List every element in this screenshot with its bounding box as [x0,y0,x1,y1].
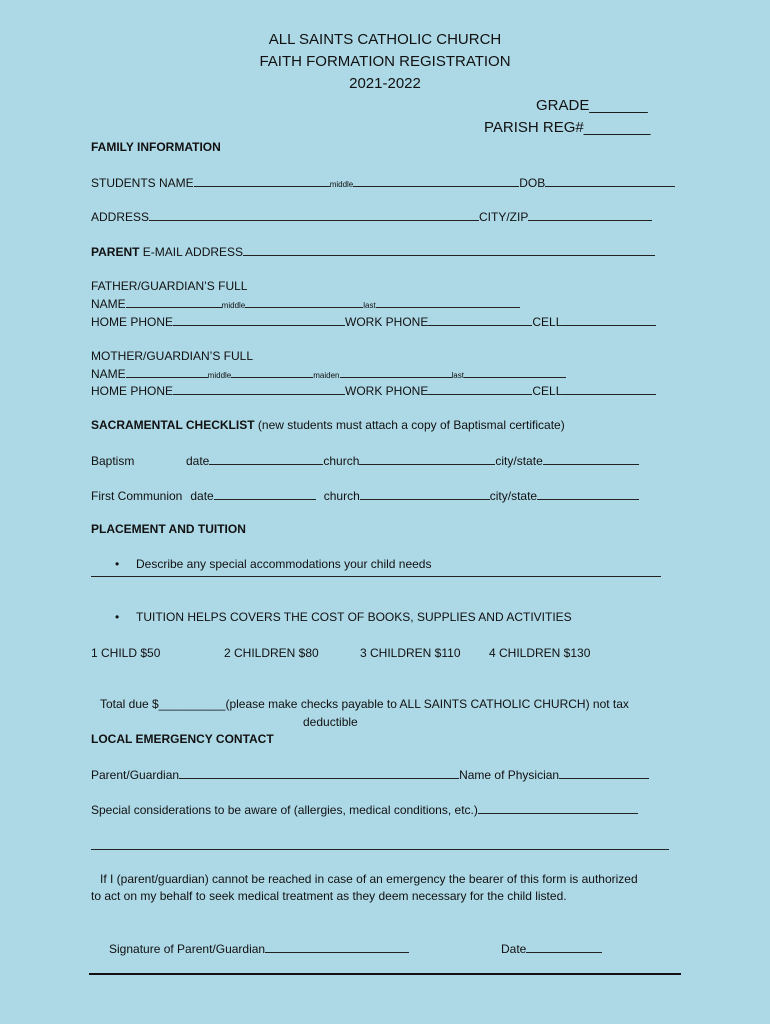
student-name-row [91,175,675,190]
mother-phone-row [91,383,656,398]
price-3-children: 3 CHILDREN $110 [360,646,461,660]
total-due: Total due $__________(please make checks payable to ALL SAINTS CATHOLIC CHURCH) not tax [100,697,629,711]
mother-middle-label: middle [207,371,232,380]
father-cell-label: CELL [532,315,563,329]
mother-maiden-name-field[interactable] [340,366,452,378]
mother-work-phone-label: WORK PHONE [345,384,429,398]
mother-first-name-field[interactable] [126,366,208,378]
communion-city-state-label: city/state [489,489,538,503]
bullet-icon: • [115,557,120,571]
special-considerations-row [91,802,638,817]
placement-heading: PLACEMENT AND TUITION [91,522,246,536]
mother-last-name-field[interactable] [464,366,566,378]
city-zip-label: CITY/ZIP [479,210,529,224]
parent-email-label-bold: PARENT [91,245,140,259]
emergency-contact-row [91,767,649,782]
mother-middle-name-field[interactable] [231,366,313,378]
signature-label: Signature of Parent/Guardian [109,942,266,956]
first-communion-label: First Communion [91,489,183,503]
communion-date-field[interactable] [214,488,316,500]
bullet-icon: • [115,610,120,624]
special-considerations-line-2[interactable] [91,849,669,850]
mother-cell-label: CELL [532,384,563,398]
baptism-city-state-label: city/state [495,454,543,468]
first-communion-row [91,488,639,503]
mother-name-label: NAME [91,367,126,381]
mother-last-label: last [451,371,464,380]
sacramental-note: (new students must attach a copy of Baptismal certificate) [254,418,565,432]
sacramental-heading: SACRAMENTAL CHECKLIST [91,418,255,432]
father-phone-row [91,314,656,329]
price-1-child: 1 CHILD $50 [91,646,161,660]
mother-home-phone-label: HOME PHONE [91,384,174,398]
physician-label: Name of Physician [459,768,560,782]
baptism-date-label: date [186,454,210,468]
date-row [501,941,602,956]
dob-label: DOB [519,176,546,190]
total-due-deductible: deductible [303,715,358,729]
communion-city-state-field[interactable] [537,488,639,500]
authorization-line-1: If I (parent/guardian) cannot be reached in case of an emergency the bearer of this form is authorized [100,872,638,886]
authorization-line-2: to act on my behalf to seek medical treatment as they deem necessary for the child listed. [91,889,567,903]
communion-date-label: date [190,489,214,503]
dob-field[interactable] [545,175,675,187]
middle-label: middle [329,180,354,189]
address-label: ADDRESS [91,210,150,224]
parent-email-row [91,244,655,259]
parish-reg-field[interactable]: PARISH REG#________ [484,119,651,136]
father-middle-name-field[interactable] [245,296,363,308]
price-2-children: 2 CHILDREN $80 [224,646,319,660]
address-row [91,209,652,224]
special-considerations-label: Special considerations to be aware of (allergies, medical conditions, etc.) [91,803,478,817]
father-label: FATHER/GUARDIAN’S FULL [91,279,248,293]
special-considerations-field[interactable] [478,802,638,814]
father-last-name-field[interactable] [376,296,520,308]
baptism-church-label: church [323,454,360,468]
date-label: Date [501,942,527,956]
father-home-phone-label: HOME PHONE [91,315,174,329]
price-4-children: 4 CHILDREN $130 [489,646,591,660]
father-middle-label: middle [221,301,246,310]
father-name-label: NAME [91,297,126,311]
family-info-heading: FAMILY INFORMATION [91,140,221,154]
student-middle-name-field[interactable] [353,175,519,187]
father-name-row [91,296,520,311]
signature-row [109,941,409,956]
student-first-name-field[interactable] [194,175,330,187]
parent-email-field[interactable] [243,244,655,256]
emergency-parent-field[interactable] [179,767,459,779]
parent-email-label: E-MAIL ADDRESS [139,245,244,259]
signature-field[interactable] [265,941,409,953]
church-name: ALL SAINTS CATHOLIC CHURCH [268,31,502,48]
father-cell-field[interactable] [562,314,656,326]
baptism-row [91,453,639,468]
father-first-name-field[interactable] [126,296,222,308]
accommodations-field[interactable] [91,576,661,577]
father-home-phone-field[interactable] [173,314,345,326]
emergency-heading: LOCAL EMERGENCY CONTACT [91,732,274,746]
accommodations-text: Describe any special accommodations your child needs [136,557,432,571]
sacramental-row [91,418,565,432]
address-field[interactable] [149,209,479,221]
father-work-phone-label: WORK PHONE [345,315,429,329]
mother-maiden-label: maiden [313,371,340,380]
baptism-label: Baptism [91,454,135,468]
grade-field[interactable]: GRADE_______ [536,97,648,114]
form-title: FAITH FORMATION REGISTRATION [259,53,511,70]
school-year: 2021-2022 [349,75,421,92]
communion-church-label: church [323,489,360,503]
date-field[interactable] [526,941,602,953]
mother-work-phone-field[interactable] [428,383,532,395]
father-last-label: last [363,301,376,310]
baptism-date-field[interactable] [209,453,323,465]
mother-home-phone-field[interactable] [173,383,345,395]
bottom-rule [89,973,681,975]
mother-name-row [91,366,566,381]
physician-field[interactable] [559,767,649,779]
mother-label: MOTHER/GUARDIAN’S FULL [91,349,254,363]
city-zip-field[interactable] [528,209,652,221]
father-work-phone-field[interactable] [428,314,532,326]
parent-guardian-label: Parent/Guardian [91,768,180,782]
student-name-label: STUDENTS NAME [91,176,194,190]
baptism-church-field[interactable] [359,453,495,465]
communion-church-field[interactable] [360,488,490,500]
mother-cell-field[interactable] [562,383,656,395]
tuition-note: TUITION HELPS COVERS THE COST OF BOOKS, SUPPLIES AND ACTIVITIES [136,610,572,624]
baptism-city-state-field[interactable] [543,453,639,465]
